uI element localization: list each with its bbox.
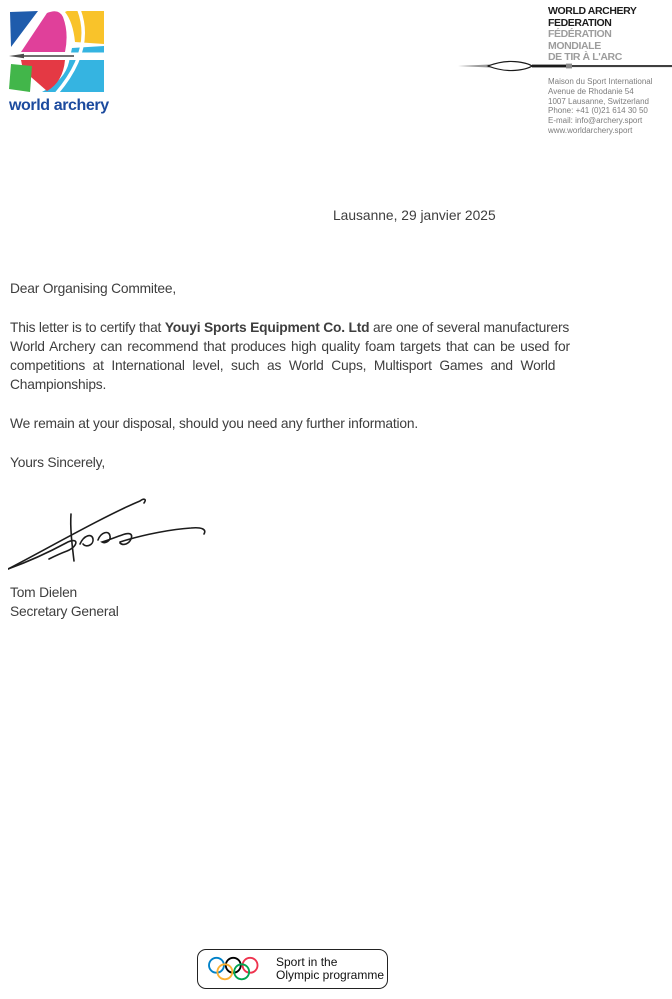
address-line-email: E-mail: info@archery.sport (548, 116, 643, 126)
address-line-street: Avenue de Rhodanie 54 (548, 86, 634, 96)
logo-shape-green (9, 64, 32, 92)
address-line-city: 1007 Lausanne, Switzerland (548, 96, 649, 106)
address-line-building: Maison du Sport International (548, 77, 653, 86)
arrow-graphic-icon (456, 58, 672, 74)
address-line-website: www.worldarchery.sport (548, 125, 633, 135)
badge-text-line1: Sport in the (276, 954, 338, 969)
org-name-fr-line2: MONDIALE (548, 39, 601, 52)
letter-body (10, 279, 611, 472)
body-text-post-bold: are one of several manufacturers (369, 319, 570, 335)
world-archery-logo-icon (9, 10, 105, 94)
body-paragraph-line-2: World Archery can recommend that produces high quality foam targets that can be used for (10, 338, 570, 354)
body-paragraph-line-4: Championships. (10, 377, 107, 393)
signer-name: Tom Dielen (10, 585, 78, 600)
olympic-programme-badge (197, 949, 388, 989)
world-archery-logo (9, 10, 119, 115)
spacer (10, 433, 611, 452)
logo-arrow-shaft (24, 55, 74, 57)
arrow-nock-sleeve (566, 64, 572, 69)
dateline: Lausanne, 29 janvier 2025 (333, 208, 496, 223)
signer-title: Secretary General (10, 604, 119, 620)
arrow-shaft-right (572, 65, 672, 67)
spacer (10, 395, 611, 414)
badge-text-line2: Olympic programme (276, 968, 385, 982)
logo-wordmark: world archery (9, 97, 109, 114)
federation-name-block (548, 6, 672, 64)
spacer (10, 298, 611, 317)
org-name-fr-line3: DE TIR À L'ARC (548, 51, 622, 63)
body-paragraph-line-3: competitions at International level, such as World Cups, Multisport Games and World (10, 358, 556, 374)
handwritten-signature (8, 486, 208, 576)
arrow-fletching (488, 61, 532, 70)
closing-line: We remain at your disposal, should you need any further information. (10, 416, 418, 432)
signer-block (10, 583, 119, 622)
signoff: Yours Sincerely, (10, 454, 105, 470)
body-text-pre-bold: This letter is to certify that (10, 319, 165, 335)
olympic-rings-icon (205, 955, 269, 983)
address-block (548, 77, 672, 136)
body-paragraph-line-1 (10, 318, 611, 337)
address-line-phone: Phone: +41 (0)21 614 30 50 (548, 106, 648, 116)
arrow-shaft (532, 65, 566, 68)
company-name: Youyi Sports Equipment Co. Ltd (164, 319, 370, 335)
org-name-en-line2: FEDERATION (548, 16, 612, 29)
salutation: Dear Organising Commitee, (10, 281, 176, 296)
badge-text (276, 956, 384, 983)
org-name-fr-line1: FÉDÉRATION (548, 28, 612, 40)
org-name-en-line1: WORLD ARCHERY (548, 5, 637, 17)
